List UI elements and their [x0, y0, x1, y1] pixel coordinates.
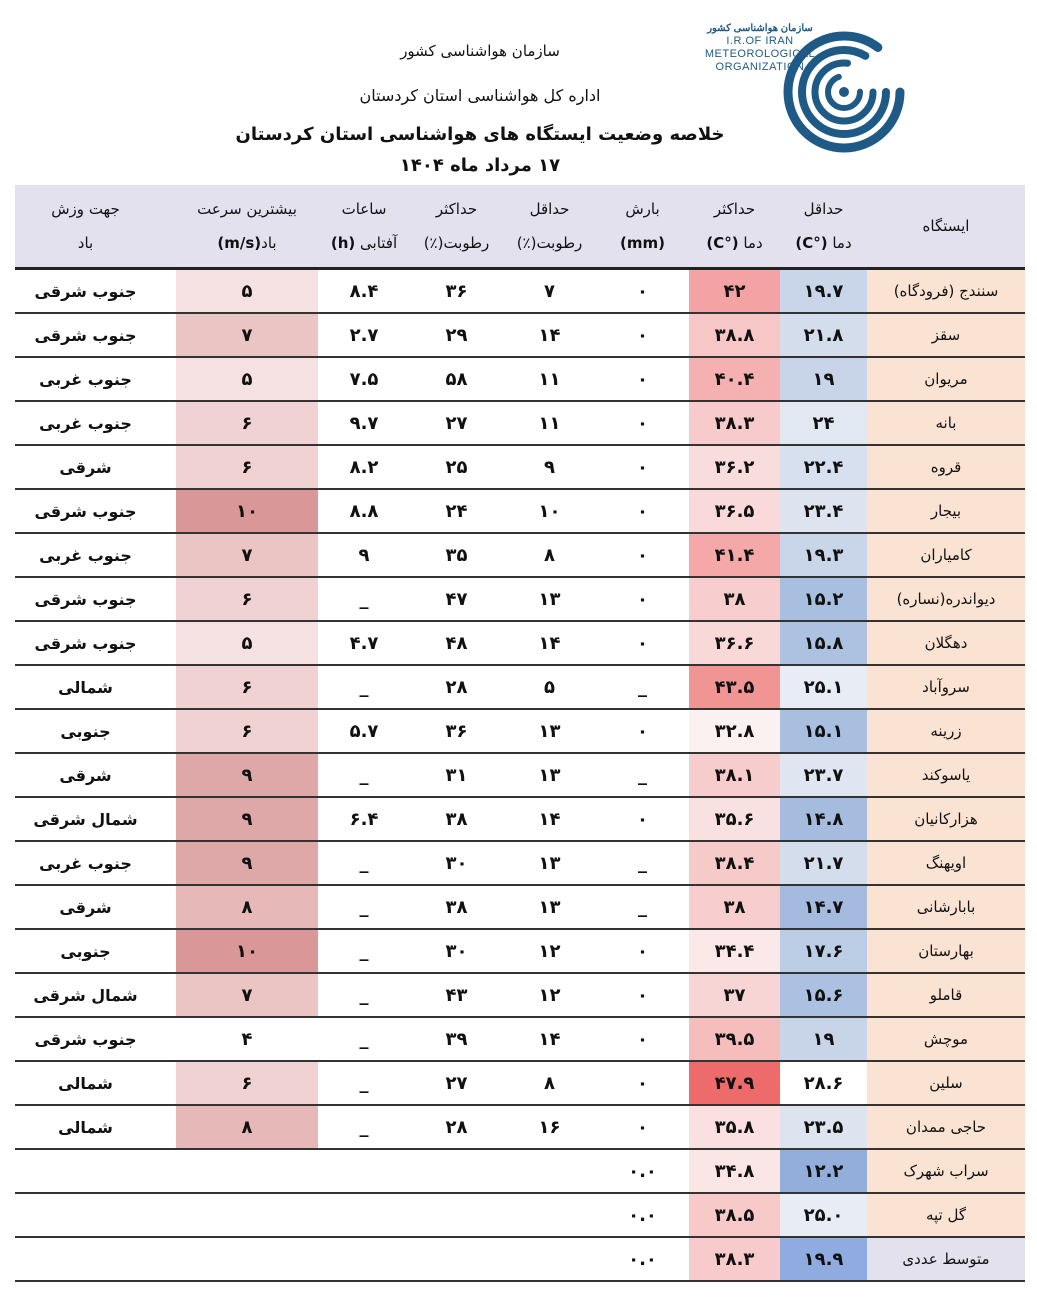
wind-direction-cell: شمالی: [15, 665, 156, 709]
stations-table: [15, 185, 1025, 1282]
gap-cell: [156, 665, 176, 709]
table-row: [15, 709, 1025, 753]
rain-cell: ۰: [596, 269, 689, 314]
wind-direction-cell: جنوب شرقی: [15, 313, 156, 357]
sunshine-cell: ۹.۷: [318, 401, 410, 445]
max-temp-cell: ۳۶.۲: [689, 445, 780, 489]
min-temp-cell: ۱۵.۱: [780, 709, 867, 753]
table-row: [15, 357, 1025, 401]
min-humidity-cell: ۵: [503, 665, 596, 709]
station-cell: بیجار: [867, 489, 1025, 533]
wind-direction-cell: جنوب شرقی: [15, 621, 156, 665]
rain-cell: ۰: [596, 577, 689, 621]
station-cell: سقز: [867, 313, 1025, 357]
min-temp-cell: ۱۵.۶: [780, 973, 867, 1017]
max-wind-cell: ۱۰: [176, 929, 318, 973]
station-cell: حاجی ممدان: [867, 1105, 1025, 1149]
sunshine-cell: _: [318, 929, 410, 973]
max-wind-cell: ۶: [176, 1061, 318, 1105]
table-row: [15, 1237, 1025, 1281]
table-row: [15, 753, 1025, 797]
max-temp-cell: ۳۸.۴: [689, 841, 780, 885]
report-date: ۱۷ مرداد ماه ۱۴۰۴: [399, 155, 561, 176]
max-humidity-cell: ۴۸: [410, 621, 503, 665]
table-header-row: [15, 185, 1025, 269]
report-title: خلاصه وضعیت ایستگاه های هواشناسی استان کردستان: [235, 124, 725, 145]
min-humidity-cell: ۱۲: [503, 973, 596, 1017]
station-cell: یاسوکند: [867, 753, 1025, 797]
station-cell: موچش: [867, 1017, 1025, 1061]
max-wind-cell: ۶: [176, 401, 318, 445]
min-humidity-cell: ۱۴: [503, 313, 596, 357]
min-temp-cell: ۱۷.۶: [780, 929, 867, 973]
min-temp-cell: ۱۲.۲: [780, 1149, 867, 1193]
gap-cell: [156, 445, 176, 489]
wind-direction-cell: جنوب شرقی: [15, 1017, 156, 1061]
wind-direction-cell: جنوب غربی: [15, 841, 156, 885]
min-humidity-cell: [503, 1193, 596, 1237]
max-humidity-cell: ۳۶: [410, 709, 503, 753]
station-cell: قاملو: [867, 973, 1025, 1017]
sunshine-cell: [318, 1149, 410, 1193]
table-row: [15, 489, 1025, 533]
gap-cell: [156, 1149, 176, 1193]
max-humidity-cell: [410, 1149, 503, 1193]
gap-cell: [156, 269, 176, 314]
station-cell: هزارکانیان: [867, 797, 1025, 841]
max-wind-cell: [176, 1149, 318, 1193]
table-row: [15, 797, 1025, 841]
station-cell: سراب شهرک: [867, 1149, 1025, 1193]
gap-cell: [156, 1193, 176, 1237]
min-humidity-cell: ۱۴: [503, 797, 596, 841]
max-wind-cell: ۷: [176, 313, 318, 357]
station-cell: گل تپه: [867, 1193, 1025, 1237]
meteorological-organization-logo: [690, 22, 910, 152]
min-temp-cell: ۲۳.۷: [780, 753, 867, 797]
min-humidity-cell: ۱۰: [503, 489, 596, 533]
wind-direction-cell: شمالی: [15, 1105, 156, 1149]
max-temp-cell: ۳۶.۶: [689, 621, 780, 665]
station-cell: سلین: [867, 1061, 1025, 1105]
min-humidity-cell: ۱۲: [503, 929, 596, 973]
max-wind-cell: [176, 1237, 318, 1281]
max-temp-cell: ۳۵.۶: [689, 797, 780, 841]
max-temp-cell: ۳۴.۸: [689, 1149, 780, 1193]
org-name: سازمان هواشناسی کشور: [400, 42, 560, 60]
min-temp-cell: ۱۹.۷: [780, 269, 867, 314]
min-humidity-cell: ۱۳: [503, 753, 596, 797]
col-max-wind: بیشترین سرعت باد(m/s): [176, 185, 318, 269]
rain-cell: ۰: [596, 445, 689, 489]
station-cell: مریوان: [867, 357, 1025, 401]
min-temp-cell: ۲۵.۰: [780, 1193, 867, 1237]
min-humidity-cell: ۸: [503, 1061, 596, 1105]
sunshine-cell: ۹: [318, 533, 410, 577]
gap-cell: [156, 577, 176, 621]
logo-emblem-icon: [782, 30, 906, 154]
rain-cell: ۰: [596, 1105, 689, 1149]
max-wind-cell: ۶: [176, 709, 318, 753]
sunshine-cell: ۸.۸: [318, 489, 410, 533]
min-temp-cell: ۱۵.۲: [780, 577, 867, 621]
gap-cell: [156, 1061, 176, 1105]
rain-cell: _: [596, 885, 689, 929]
rain-cell: ۰: [596, 401, 689, 445]
wind-direction-cell: شمالی: [15, 1061, 156, 1105]
station-cell: سروآباد: [867, 665, 1025, 709]
rain-cell: ۰.۰: [596, 1237, 689, 1281]
rain-cell: ۰: [596, 313, 689, 357]
max-wind-cell: ۸: [176, 1105, 318, 1149]
wind-direction-cell: جنوب شرقی: [15, 269, 156, 314]
min-humidity-cell: ۷: [503, 269, 596, 314]
gap-cell: [156, 841, 176, 885]
max-humidity-cell: ۲۹: [410, 313, 503, 357]
sunshine-cell: _: [318, 841, 410, 885]
max-wind-cell: ۴: [176, 1017, 318, 1061]
max-wind-cell: ۵: [176, 621, 318, 665]
max-temp-cell: ۳۴.۴: [689, 929, 780, 973]
col-max-humidity: حداکثر رطوبت(٪): [410, 185, 503, 269]
wind-direction-cell: [15, 1149, 156, 1193]
sunshine-cell: ۸.۴: [318, 269, 410, 314]
max-wind-cell: ۸: [176, 885, 318, 929]
min-humidity-cell: ۱۱: [503, 357, 596, 401]
col-wind-direction: جهت وزش باد: [15, 185, 156, 269]
max-wind-cell: ۵: [176, 269, 318, 314]
station-cell: کامیاران: [867, 533, 1025, 577]
station-cell: زرینه: [867, 709, 1025, 753]
rain-cell: ۰.۰: [596, 1149, 689, 1193]
min-humidity-cell: [503, 1149, 596, 1193]
table-row: [15, 1193, 1025, 1237]
sunshine-cell: ۲.۷: [318, 313, 410, 357]
gap-cell: [156, 797, 176, 841]
max-humidity-cell: ۳۸: [410, 797, 503, 841]
table-row: [15, 533, 1025, 577]
min-temp-cell: ۲۳.۵: [780, 1105, 867, 1149]
gap-cell: [156, 1105, 176, 1149]
gap-cell: [156, 401, 176, 445]
sunshine-cell: _: [318, 973, 410, 1017]
rain-cell: ۰: [596, 621, 689, 665]
wind-direction-cell: جنوب شرقی: [15, 489, 156, 533]
sunshine-cell: _: [318, 753, 410, 797]
table-row: [15, 621, 1025, 665]
max-humidity-cell: ۲۸: [410, 1105, 503, 1149]
table-row: [15, 313, 1025, 357]
max-wind-cell: ۹: [176, 753, 318, 797]
max-temp-cell: ۳۸: [689, 885, 780, 929]
sunshine-cell: _: [318, 665, 410, 709]
station-cell: بانه: [867, 401, 1025, 445]
station-cell: بهارستان: [867, 929, 1025, 973]
min-temp-cell: ۱۹: [780, 357, 867, 401]
rain-cell: ۰: [596, 709, 689, 753]
sunshine-cell: _: [318, 1061, 410, 1105]
sunshine-cell: ۵.۷: [318, 709, 410, 753]
sunshine-cell: [318, 1193, 410, 1237]
rain-cell: ۰: [596, 973, 689, 1017]
table-row: [15, 885, 1025, 929]
max-humidity-cell: ۳۸: [410, 885, 503, 929]
max-wind-cell: ۵: [176, 357, 318, 401]
max-humidity-cell: ۳۹: [410, 1017, 503, 1061]
min-humidity-cell: [503, 1237, 596, 1281]
rain-cell: _: [596, 665, 689, 709]
rain-cell: ۰.۰: [596, 1193, 689, 1237]
max-wind-cell: ۶: [176, 445, 318, 489]
min-humidity-cell: ۱۳: [503, 841, 596, 885]
col-sunshine: ساعات آفتابی (h): [318, 185, 410, 269]
min-humidity-cell: ۸: [503, 533, 596, 577]
max-wind-cell: ۷: [176, 533, 318, 577]
min-humidity-cell: ۱۴: [503, 621, 596, 665]
max-humidity-cell: ۲۸: [410, 665, 503, 709]
min-temp-cell: ۲۲.۴: [780, 445, 867, 489]
min-temp-cell: ۲۸.۶: [780, 1061, 867, 1105]
station-cell: بابارشانی: [867, 885, 1025, 929]
max-temp-cell: ۳۸.۵: [689, 1193, 780, 1237]
sunshine-cell: _: [318, 1105, 410, 1149]
rain-cell: _: [596, 753, 689, 797]
col-rain: بارش (mm): [596, 185, 689, 269]
max-humidity-cell: ۲۴: [410, 489, 503, 533]
logo-fa-text: سازمان هواشناسی کشور: [707, 23, 813, 34]
gap-cell: [156, 533, 176, 577]
gap-cell: [156, 753, 176, 797]
table-row: [15, 577, 1025, 621]
max-temp-cell: ۳۲.۸: [689, 709, 780, 753]
wind-direction-cell: جنوبی: [15, 929, 156, 973]
wind-direction-cell: [15, 1193, 156, 1237]
station-cell: قروه: [867, 445, 1025, 489]
col-min-humidity: حداقل رطوبت(٪): [503, 185, 596, 269]
table-row: [15, 269, 1025, 314]
station-cell: دهگلان: [867, 621, 1025, 665]
max-temp-cell: ۴۰.۴: [689, 357, 780, 401]
min-humidity-cell: ۹: [503, 445, 596, 489]
max-wind-cell: ۱۰: [176, 489, 318, 533]
max-wind-cell: ۹: [176, 797, 318, 841]
max-temp-cell: ۴۳.۵: [689, 665, 780, 709]
min-humidity-cell: ۱۳: [503, 577, 596, 621]
min-temp-cell: ۲۱.۷: [780, 841, 867, 885]
gap-cell: [156, 357, 176, 401]
max-temp-cell: ۴۲: [689, 269, 780, 314]
min-temp-cell: ۱۵.۸: [780, 621, 867, 665]
sunshine-cell: ۷.۵: [318, 357, 410, 401]
max-wind-cell: [176, 1193, 318, 1237]
gap-cell: [156, 621, 176, 665]
max-temp-cell: ۴۷.۹: [689, 1061, 780, 1105]
table-row: [15, 1149, 1025, 1193]
min-temp-cell: ۲۱.۸: [780, 313, 867, 357]
col-min-temp: حداقل دما (°C): [780, 185, 867, 269]
max-wind-cell: ۹: [176, 841, 318, 885]
min-temp-cell: ۲۳.۴: [780, 489, 867, 533]
wind-direction-cell: جنوب غربی: [15, 401, 156, 445]
col-gap: [156, 185, 176, 269]
min-temp-cell: ۱۹.۳: [780, 533, 867, 577]
gap-cell: [156, 709, 176, 753]
min-humidity-cell: ۱۶: [503, 1105, 596, 1149]
rain-cell: ۰: [596, 489, 689, 533]
min-temp-cell: ۱۴.۸: [780, 797, 867, 841]
rain-cell: ۰: [596, 357, 689, 401]
max-temp-cell: ۳۸.۳: [689, 401, 780, 445]
min-humidity-cell: ۱۱: [503, 401, 596, 445]
max-wind-cell: ۶: [176, 665, 318, 709]
wind-direction-cell: شرقی: [15, 885, 156, 929]
gap-cell: [156, 313, 176, 357]
max-temp-cell: ۳۸.۸: [689, 313, 780, 357]
gap-cell: [156, 929, 176, 973]
rain-cell: ۰: [596, 929, 689, 973]
rain-cell: ۰: [596, 533, 689, 577]
station-cell: اویهنگ: [867, 841, 1025, 885]
min-temp-cell: ۱۴.۷: [780, 885, 867, 929]
wind-direction-cell: شمال شرقی: [15, 973, 156, 1017]
table-row: [15, 1105, 1025, 1149]
gap-cell: [156, 1017, 176, 1061]
table-row: [15, 401, 1025, 445]
min-temp-cell: ۲۴: [780, 401, 867, 445]
max-temp-cell: ۳۷: [689, 973, 780, 1017]
gap-cell: [156, 489, 176, 533]
wind-direction-cell: جنوب غربی: [15, 533, 156, 577]
table-row: [15, 1017, 1025, 1061]
station-cell: سنندج (فرودگاه): [867, 269, 1025, 314]
max-humidity-cell: ۲۷: [410, 1061, 503, 1105]
max-humidity-cell: [410, 1237, 503, 1281]
wind-direction-cell: شمال شرقی: [15, 797, 156, 841]
max-humidity-cell: ۲۵: [410, 445, 503, 489]
station-cell: دیواندره(نساره): [867, 577, 1025, 621]
gap-cell: [156, 885, 176, 929]
max-humidity-cell: ۴۳: [410, 973, 503, 1017]
max-temp-cell: ۳۵.۸: [689, 1105, 780, 1149]
table-row: [15, 1061, 1025, 1105]
col-max-temp: حداکثر دما (°C): [689, 185, 780, 269]
sunshine-cell: ۸.۲: [318, 445, 410, 489]
sunshine-cell: ۶.۴: [318, 797, 410, 841]
max-wind-cell: ۶: [176, 577, 318, 621]
rain-cell: ۰: [596, 1061, 689, 1105]
max-humidity-cell: ۳۱: [410, 753, 503, 797]
sunshine-cell: _: [318, 577, 410, 621]
wind-direction-cell: [15, 1237, 156, 1281]
sunshine-cell: _: [318, 1017, 410, 1061]
sunshine-cell: ۴.۷: [318, 621, 410, 665]
min-humidity-cell: ۱۳: [503, 885, 596, 929]
max-humidity-cell: ۳۶: [410, 269, 503, 314]
max-humidity-cell: ۳۰: [410, 841, 503, 885]
table-row: [15, 841, 1025, 885]
table-row: [15, 973, 1025, 1017]
wind-direction-cell: جنوب غربی: [15, 357, 156, 401]
min-temp-cell: ۲۵.۱: [780, 665, 867, 709]
gap-cell: [156, 1237, 176, 1281]
max-temp-cell: ۳۹.۵: [689, 1017, 780, 1061]
max-humidity-cell: ۵۸: [410, 357, 503, 401]
min-humidity-cell: ۱۴: [503, 1017, 596, 1061]
table-row: [15, 445, 1025, 489]
logo-line1: I.R.OF IRAN: [726, 35, 794, 47]
max-temp-cell: ۳۸: [689, 577, 780, 621]
max-wind-cell: ۷: [176, 973, 318, 1017]
min-humidity-cell: ۱۳: [503, 709, 596, 753]
max-temp-cell: ۴۱.۴: [689, 533, 780, 577]
col-station: ایستگاه: [867, 185, 1025, 269]
max-humidity-cell: ۲۷: [410, 401, 503, 445]
sunshine-cell: [318, 1237, 410, 1281]
gap-cell: [156, 973, 176, 1017]
sunshine-cell: _: [318, 885, 410, 929]
max-temp-cell: ۳۸.۳: [689, 1237, 780, 1281]
wind-direction-cell: جنوب شرقی: [15, 577, 156, 621]
max-humidity-cell: ۳۰: [410, 929, 503, 973]
max-temp-cell: ۳۸.۱: [689, 753, 780, 797]
report-header: [0, 0, 1037, 185]
max-humidity-cell: [410, 1193, 503, 1237]
min-temp-cell: ۱۹.۹: [780, 1237, 867, 1281]
rain-cell: ۰: [596, 797, 689, 841]
min-temp-cell: ۱۹: [780, 1017, 867, 1061]
logo-line3: ORGANIZATION: [715, 61, 805, 73]
wind-direction-cell: شرقی: [15, 445, 156, 489]
rain-cell: ۰: [596, 1017, 689, 1061]
table-row: [15, 665, 1025, 709]
wind-direction-cell: جنوبی: [15, 709, 156, 753]
wind-direction-cell: شرقی: [15, 753, 156, 797]
rain-cell: _: [596, 841, 689, 885]
logo-line2: METEOROLOGICAL: [704, 48, 816, 60]
max-humidity-cell: ۴۷: [410, 577, 503, 621]
department-name: اداره کل هواشناسی استان کردستان: [359, 86, 601, 105]
table-row: [15, 929, 1025, 973]
max-temp-cell: ۳۶.۵: [689, 489, 780, 533]
station-cell: متوسط عددی: [867, 1237, 1025, 1281]
max-humidity-cell: ۳۵: [410, 533, 503, 577]
